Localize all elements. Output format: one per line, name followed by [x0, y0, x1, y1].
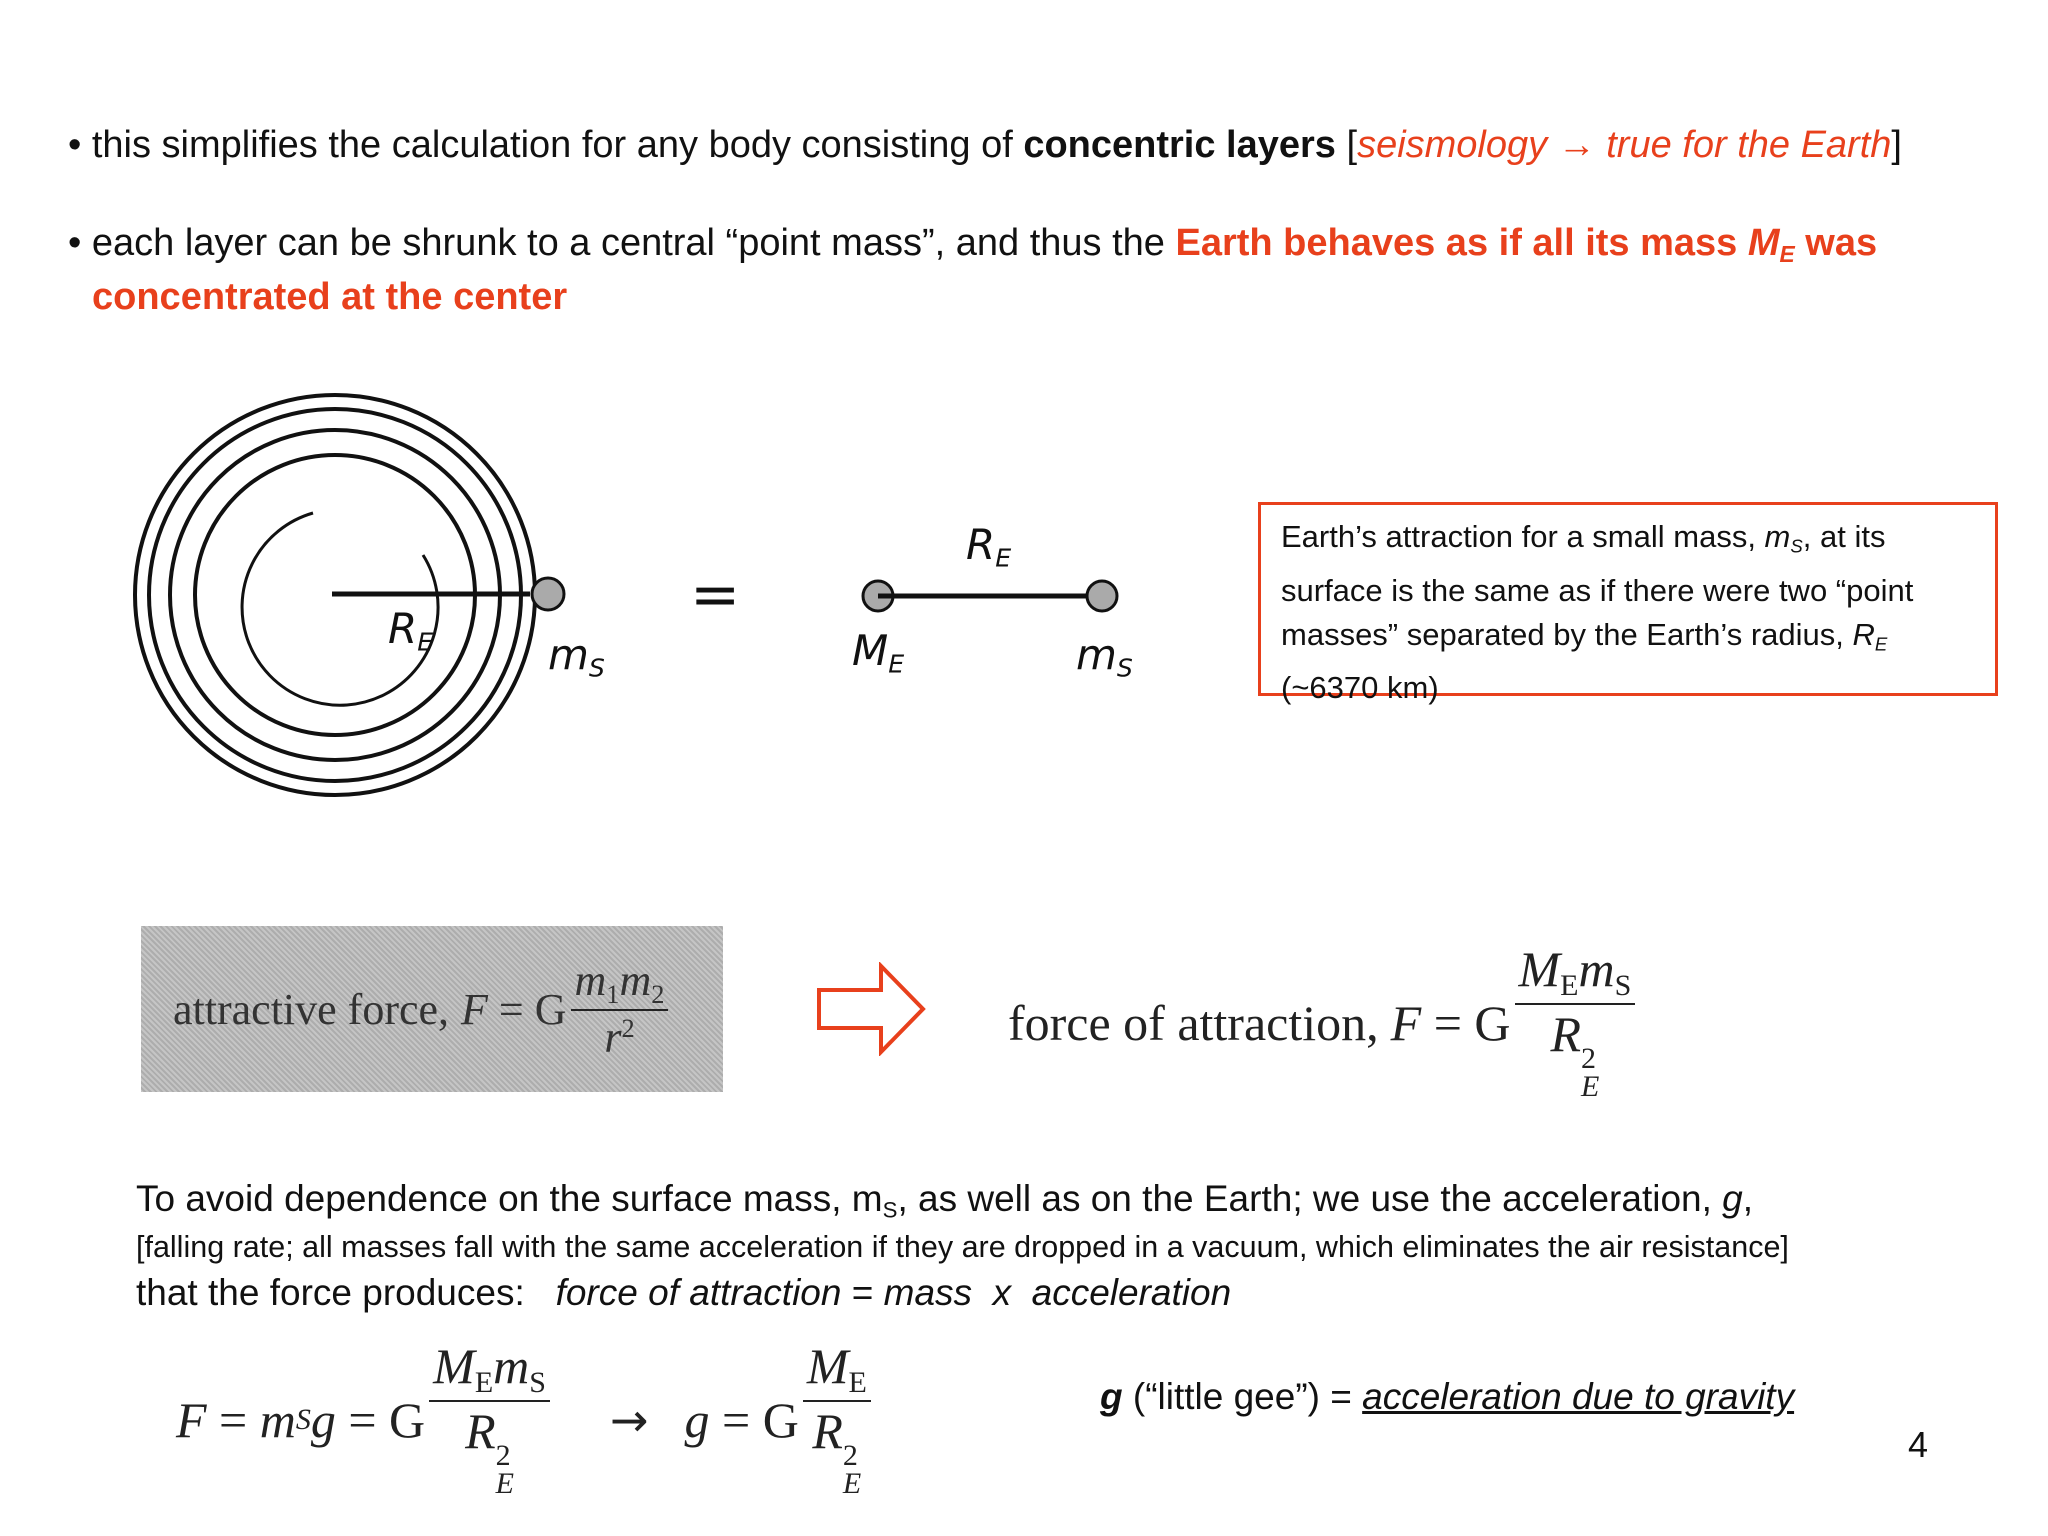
right-mass-label — [1076, 630, 1133, 683]
earth-mass-sub: E — [474, 1366, 494, 1400]
implies-arrow: → — [609, 1393, 649, 1447]
fraction-numerator — [571, 955, 669, 1011]
force-var: F — [461, 984, 488, 1034]
mass-var: m — [1764, 519, 1791, 554]
mass-var: m — [1076, 630, 1117, 679]
formula-label: force of attraction, — [1008, 995, 1379, 1051]
bullet-point-mass-line2: concentrated at the center — [92, 276, 568, 318]
highlight-text: Earth behaves as if all its mass — [1175, 222, 1748, 264]
radius-sup-sub — [842, 1438, 862, 1501]
small-mass-ball — [532, 578, 564, 610]
surface-mass-var: m — [1578, 941, 1615, 998]
right-earth-label — [852, 626, 904, 679]
radius-sub: E — [842, 1467, 862, 1501]
callout-text: masses” separated by the Earth’s radius, — [1281, 616, 1853, 652]
m2-var: m — [619, 955, 652, 1005]
right-radius-label — [966, 520, 1011, 573]
left-radius-label — [388, 604, 433, 657]
radius-sub: E — [1874, 633, 1888, 655]
fraction-numerator — [1515, 941, 1636, 1005]
fraction-denominator — [812, 1402, 861, 1499]
radius-sup-sub — [1581, 1041, 1600, 1104]
r-var: r — [604, 1012, 622, 1062]
force-var: F — [1390, 995, 1422, 1051]
italic-term: mass x acceleration — [883, 1272, 1232, 1313]
point-mass-diagram — [850, 570, 1140, 630]
radius-var: R — [1852, 616, 1875, 652]
mass-sub: S — [882, 1197, 898, 1223]
paragraph-line-2: [falling rate; all masses fall with the same acceleration if they are dropped in a vacuum, which eliminates the air resistance] — [136, 1230, 1789, 1264]
radius-sup: 2 — [842, 1438, 858, 1472]
fraction-denominator — [465, 1402, 514, 1499]
earth-mass-sub: E — [848, 1366, 867, 1400]
g-var: g — [1100, 1376, 1123, 1417]
surface-mass-var: m — [259, 1392, 296, 1448]
g-definition — [1100, 1376, 1794, 1418]
gravity-acceleration-formula — [176, 1340, 871, 1500]
italic-term: force of attraction — [555, 1272, 842, 1313]
g-var: g — [310, 1392, 336, 1448]
formula-fraction — [571, 955, 669, 1062]
radius-sub: E — [1581, 1070, 1600, 1104]
callout-line-4: (~6370 km) — [1281, 670, 1439, 706]
radius-sup: 2 — [495, 1438, 511, 1472]
bullet-concentric-layers — [68, 118, 1902, 172]
callout-line-3 — [1281, 613, 1995, 667]
surface-mass-var: m — [493, 1338, 530, 1395]
surface-point-mass — [1087, 581, 1117, 611]
highlight-end: was — [1794, 222, 1878, 264]
page-number: 4 — [1908, 1424, 1929, 1465]
callout-line-2: surface is the same as if there were two “point — [1281, 572, 1914, 608]
radius-var: R — [388, 604, 418, 653]
force-of-attraction-formula — [1008, 938, 1635, 1108]
fraction-denominator — [604, 1011, 634, 1060]
paragraph-text: , as well as on the Earth; we use the acceleration, — [897, 1178, 1723, 1219]
mass-var: m — [548, 630, 589, 679]
definition-text: (“little gee”) = — [1122, 1376, 1363, 1417]
earth-mass-var: M — [806, 1338, 849, 1395]
earth-attraction-callout — [1258, 502, 1998, 706]
bracket-close: ] — [1891, 124, 1902, 166]
radius-sub: E — [495, 1467, 514, 1501]
equals-g: = G — [487, 984, 567, 1034]
equals-g: = G — [335, 1392, 426, 1448]
callout-line-1 — [1281, 515, 1995, 569]
radius-sub: E — [995, 543, 1012, 573]
g-var: g — [1722, 1178, 1743, 1219]
formula-fraction — [429, 1338, 550, 1501]
earth-mass-var: M — [1518, 941, 1561, 998]
earth-var: M — [852, 626, 889, 675]
equals-g: = G — [709, 1392, 799, 1448]
radius-sup-sub — [495, 1438, 514, 1501]
surface-mass-sub: S — [1614, 969, 1632, 1003]
bold-term: concentric layers — [1023, 124, 1336, 166]
surface-mass-sub: S — [295, 1403, 311, 1436]
paragraph-line-3 — [136, 1272, 1231, 1314]
mass-var: M — [1747, 222, 1780, 264]
mass-var-sub: E — [1779, 240, 1795, 267]
attractive-force-formula — [141, 926, 723, 1092]
paragraph-text: that the force produces: — [136, 1272, 556, 1313]
callout-text: Earth’s attraction for a small mass, — [1281, 519, 1765, 554]
earth-mass-sub: E — [1560, 969, 1579, 1003]
radius-sub: E — [417, 627, 434, 657]
mass-sub: S — [588, 653, 605, 683]
fraction-denominator — [1550, 1005, 1599, 1102]
mass-sub: S — [1790, 535, 1803, 557]
paragraph-text: To avoid dependence on the surface mass, m — [136, 1178, 883, 1219]
r-sup: 2 — [621, 1012, 635, 1043]
implies-arrow-icon — [815, 962, 927, 1056]
radius-var: R — [966, 520, 996, 569]
g-var: g — [684, 1392, 710, 1448]
m2-sub: 2 — [651, 978, 665, 1009]
radius-var: R — [812, 1403, 843, 1460]
surface-mass-sub: S — [529, 1366, 546, 1400]
radius-sup: 2 — [1581, 1041, 1596, 1075]
bullet-text: • each layer can be shrunk to a central “point mass”, and thus the — [68, 222, 1176, 264]
fraction-numerator — [803, 1338, 871, 1402]
fraction-numerator — [429, 1338, 550, 1402]
m1-sub: 1 — [606, 978, 620, 1009]
mass-sub: S — [1116, 653, 1133, 683]
equals-g: = G — [1421, 995, 1511, 1051]
formula-fraction — [1515, 941, 1636, 1104]
radius-var: R — [465, 1403, 496, 1460]
earth-sub: E — [888, 649, 905, 679]
left-mass-label — [548, 630, 605, 683]
paragraph-line-1 — [136, 1178, 1753, 1224]
bullet-text: • this simplifies the calculation for any body consisting of — [68, 124, 1024, 166]
callout-text: , at its — [1802, 519, 1886, 554]
bracket-open: [ — [1335, 124, 1358, 166]
formula-fraction — [803, 1338, 871, 1501]
earth-mass-var: M — [433, 1338, 475, 1395]
concentric-layers-diagram — [110, 380, 630, 820]
equals-sign: = — [690, 560, 741, 630]
radius-var: R — [1550, 1006, 1581, 1063]
m1-var: m — [574, 955, 607, 1005]
paragraph-text: , — [1742, 1178, 1754, 1219]
acceleration-due-to-gravity: acceleration due to gravity — [1362, 1376, 1795, 1417]
paragraph-text: = — [841, 1272, 884, 1313]
seismology-note: seismology → true for the Earth — [1357, 124, 1892, 166]
force-var: F — [176, 1392, 207, 1448]
formula-label: attractive force, — [173, 984, 450, 1034]
equals: = — [206, 1392, 260, 1448]
